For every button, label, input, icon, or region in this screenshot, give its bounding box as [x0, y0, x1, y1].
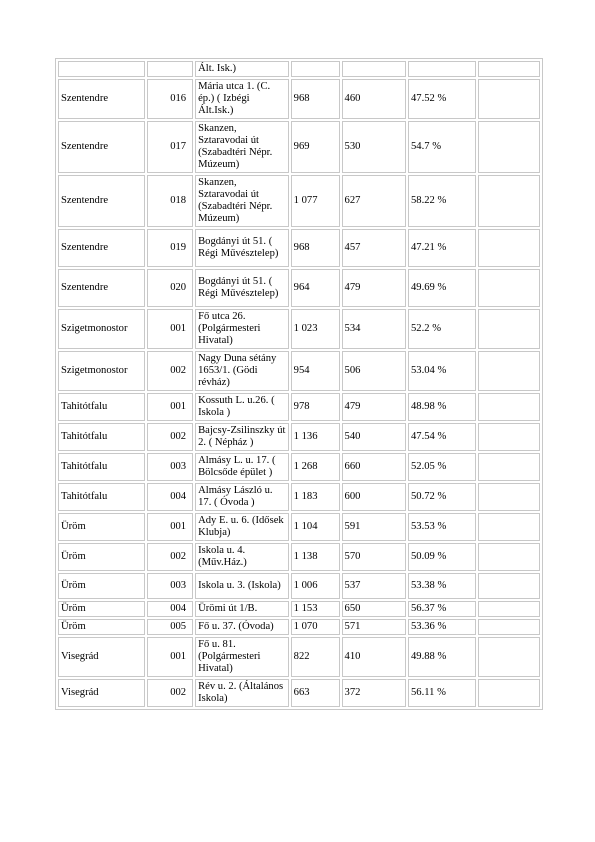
cell-turnout: 56.37 %: [408, 601, 476, 617]
cell-polling-address: Skanzen, Sztaravodai út (Szabadtéri Népr. Múzeum): [195, 175, 289, 227]
cell-votes-cast: 570: [342, 543, 406, 571]
cell-votes-cast: 479: [342, 393, 406, 421]
cell-turnout: 50.72 %: [408, 483, 476, 511]
table-row: [58, 229, 540, 267]
cell-district-number: 002: [147, 423, 193, 451]
cell-empty: [478, 351, 540, 391]
cell-turnout: 48.98 %: [408, 393, 476, 421]
cell-turnout: 52.05 %: [408, 453, 476, 481]
cell-town: Szentendre: [58, 269, 145, 307]
cell-district-number: 004: [147, 601, 193, 617]
cell-votes-cast: 627: [342, 175, 406, 227]
table-row: [58, 573, 540, 599]
cell-town: Visegrád: [58, 679, 145, 707]
cell-district-number: 001: [147, 309, 193, 349]
cell-polling-address: Kossuth L. u.26. ( Iskola ): [195, 393, 289, 421]
cell-votes-cast: 600: [342, 483, 406, 511]
cell-turnout: 54.7 %: [408, 121, 476, 173]
cell-votes-cast: 372: [342, 679, 406, 707]
cell-turnout: 58.22 %: [408, 175, 476, 227]
cell-polling-address: Mária utca 1. (C. ép.) ( Izbégi Ált.Isk.): [195, 79, 289, 119]
cell-polling-address: Fő u. 37. (Óvoda): [195, 619, 289, 635]
cell-registered-voters: 1 136: [291, 423, 340, 451]
cell-turnout: 47.54 %: [408, 423, 476, 451]
cell-town: Tahitótfalu: [58, 483, 145, 511]
cell-town: Szentendre: [58, 79, 145, 119]
cell-empty: [478, 601, 540, 617]
cell-polling-address: Bogdányi út 51. ( Régi Művésztelep): [195, 229, 289, 267]
table-row: [58, 601, 540, 617]
cell-votes-cast: 457: [342, 229, 406, 267]
cell-empty: [478, 637, 540, 677]
cell-votes-cast: 660: [342, 453, 406, 481]
table-row: [58, 543, 540, 571]
cell-polling-address: Almásy L. u. 17. ( Bölcsőde épület ): [195, 453, 289, 481]
cell-district-number: 001: [147, 637, 193, 677]
cell-polling-address: Ált. Isk.): [195, 61, 289, 77]
cell-district-number: 001: [147, 393, 193, 421]
cell-town: Szigetmonostor: [58, 309, 145, 349]
cell-registered-voters: 1 023: [291, 309, 340, 349]
cell-polling-address: Bajcsy-Zsilinszky út 2. ( Népház ): [195, 423, 289, 451]
table-row: [58, 423, 540, 451]
cell-votes-cast: 479: [342, 269, 406, 307]
cell-empty: [478, 121, 540, 173]
cell-district-number: 002: [147, 543, 193, 571]
cell-empty: [478, 619, 540, 635]
table-row: [58, 79, 540, 119]
cell-turnout: 50.09 %: [408, 543, 476, 571]
cell-polling-address: Rév u. 2. (Általános Iskola): [195, 679, 289, 707]
cell-turnout: 47.21 %: [408, 229, 476, 267]
cell-registered-voters: [291, 61, 340, 77]
cell-turnout: 53.38 %: [408, 573, 476, 599]
cell-registered-voters: 1 006: [291, 573, 340, 599]
cell-votes-cast: 506: [342, 351, 406, 391]
cell-district-number: 002: [147, 351, 193, 391]
cell-turnout: 52.2 %: [408, 309, 476, 349]
cell-town: Üröm: [58, 601, 145, 617]
cell-votes-cast: 540: [342, 423, 406, 451]
cell-empty: [478, 229, 540, 267]
cell-turnout: 47.52 %: [408, 79, 476, 119]
cell-empty: [478, 513, 540, 541]
cell-town: [58, 61, 145, 77]
cell-registered-voters: 968: [291, 79, 340, 119]
cell-registered-voters: 1 268: [291, 453, 340, 481]
table-row: [58, 679, 540, 707]
cell-registered-voters: 1 104: [291, 513, 340, 541]
cell-town: Üröm: [58, 573, 145, 599]
cell-district-number: 005: [147, 619, 193, 635]
cell-town: Szentendre: [58, 229, 145, 267]
cell-district-number: 019: [147, 229, 193, 267]
cell-turnout: 53.36 %: [408, 619, 476, 635]
cell-votes-cast: [342, 61, 406, 77]
cell-empty: [478, 483, 540, 511]
cell-empty: [478, 61, 540, 77]
cell-polling-address: Skanzen, Sztaravodai út (Szabadtéri Népr. Múzeum): [195, 121, 289, 173]
cell-turnout: 49.88 %: [408, 637, 476, 677]
cell-polling-address: Iskola u. 3. (Iskola): [195, 573, 289, 599]
cell-empty: [478, 573, 540, 599]
table-row: [58, 351, 540, 391]
cell-district-number: 020: [147, 269, 193, 307]
table-row: [58, 269, 540, 307]
cell-votes-cast: 591: [342, 513, 406, 541]
table-row: [58, 619, 540, 635]
cell-registered-voters: 663: [291, 679, 340, 707]
cell-town: Szentendre: [58, 175, 145, 227]
table-body: [58, 61, 540, 707]
cell-registered-voters: 822: [291, 637, 340, 677]
cell-registered-voters: 969: [291, 121, 340, 173]
cell-town: Tahitótfalu: [58, 393, 145, 421]
cell-empty: [478, 309, 540, 349]
cell-district-number: 018: [147, 175, 193, 227]
table-row: [58, 309, 540, 349]
cell-votes-cast: 650: [342, 601, 406, 617]
cell-district-number: 003: [147, 453, 193, 481]
cell-votes-cast: 460: [342, 79, 406, 119]
cell-town: Tahitótfalu: [58, 453, 145, 481]
cell-turnout: 53.53 %: [408, 513, 476, 541]
cell-votes-cast: 571: [342, 619, 406, 635]
cell-district-number: 001: [147, 513, 193, 541]
cell-turnout: 56.11 %: [408, 679, 476, 707]
cell-district-number: 016: [147, 79, 193, 119]
cell-registered-voters: 1 070: [291, 619, 340, 635]
cell-district-number: [147, 61, 193, 77]
cell-polling-address: Fő u. 81. (Polgármesteri Hivatal): [195, 637, 289, 677]
table-row: [58, 61, 540, 77]
cell-registered-voters: 964: [291, 269, 340, 307]
cell-polling-address: Fő utca 26. (Polgármesteri Hivatal): [195, 309, 289, 349]
cell-empty: [478, 453, 540, 481]
table-row: [58, 483, 540, 511]
cell-votes-cast: 530: [342, 121, 406, 173]
cell-town: Üröm: [58, 543, 145, 571]
cell-empty: [478, 393, 540, 421]
table-row: [58, 453, 540, 481]
cell-votes-cast: 410: [342, 637, 406, 677]
cell-district-number: 004: [147, 483, 193, 511]
cell-polling-address: Ady E. u. 6. (Idősek Klubja): [195, 513, 289, 541]
cell-polling-address: Almásy László u. 17. ( Óvoda ): [195, 483, 289, 511]
table-row: [58, 393, 540, 421]
cell-registered-voters: 978: [291, 393, 340, 421]
cell-registered-voters: 954: [291, 351, 340, 391]
cell-district-number: 003: [147, 573, 193, 599]
cell-votes-cast: 537: [342, 573, 406, 599]
cell-empty: [478, 679, 540, 707]
table-row: [58, 121, 540, 173]
cell-registered-voters: 1 077: [291, 175, 340, 227]
cell-registered-voters: 1 153: [291, 601, 340, 617]
cell-empty: [478, 423, 540, 451]
table-row: [58, 513, 540, 541]
table-row: [58, 637, 540, 677]
cell-district-number: 017: [147, 121, 193, 173]
cell-district-number: 002: [147, 679, 193, 707]
cell-town: Szentendre: [58, 121, 145, 173]
cell-empty: [478, 269, 540, 307]
cell-votes-cast: 534: [342, 309, 406, 349]
results-table: [55, 58, 543, 710]
cell-town: Visegrád: [58, 637, 145, 677]
cell-registered-voters: 1 138: [291, 543, 340, 571]
cell-town: Üröm: [58, 619, 145, 635]
cell-registered-voters: 1 183: [291, 483, 340, 511]
cell-registered-voters: 968: [291, 229, 340, 267]
cell-empty: [478, 175, 540, 227]
cell-turnout: 53.04 %: [408, 351, 476, 391]
cell-empty: [478, 79, 540, 119]
cell-polling-address: Nagy Duna sétány 1653/1. (Gödi révház): [195, 351, 289, 391]
cell-polling-address: Iskola u. 4. (Műv.Ház.): [195, 543, 289, 571]
table-row: [58, 175, 540, 227]
cell-empty: [478, 543, 540, 571]
cell-polling-address: Bogdányi út 51. ( Régi Művésztelep): [195, 269, 289, 307]
cell-town: Tahitótfalu: [58, 423, 145, 451]
cell-turnout: 49.69 %: [408, 269, 476, 307]
cell-town: Szigetmonostor: [58, 351, 145, 391]
cell-polling-address: Ürömi út 1/B.: [195, 601, 289, 617]
cell-turnout: [408, 61, 476, 77]
cell-town: Üröm: [58, 513, 145, 541]
